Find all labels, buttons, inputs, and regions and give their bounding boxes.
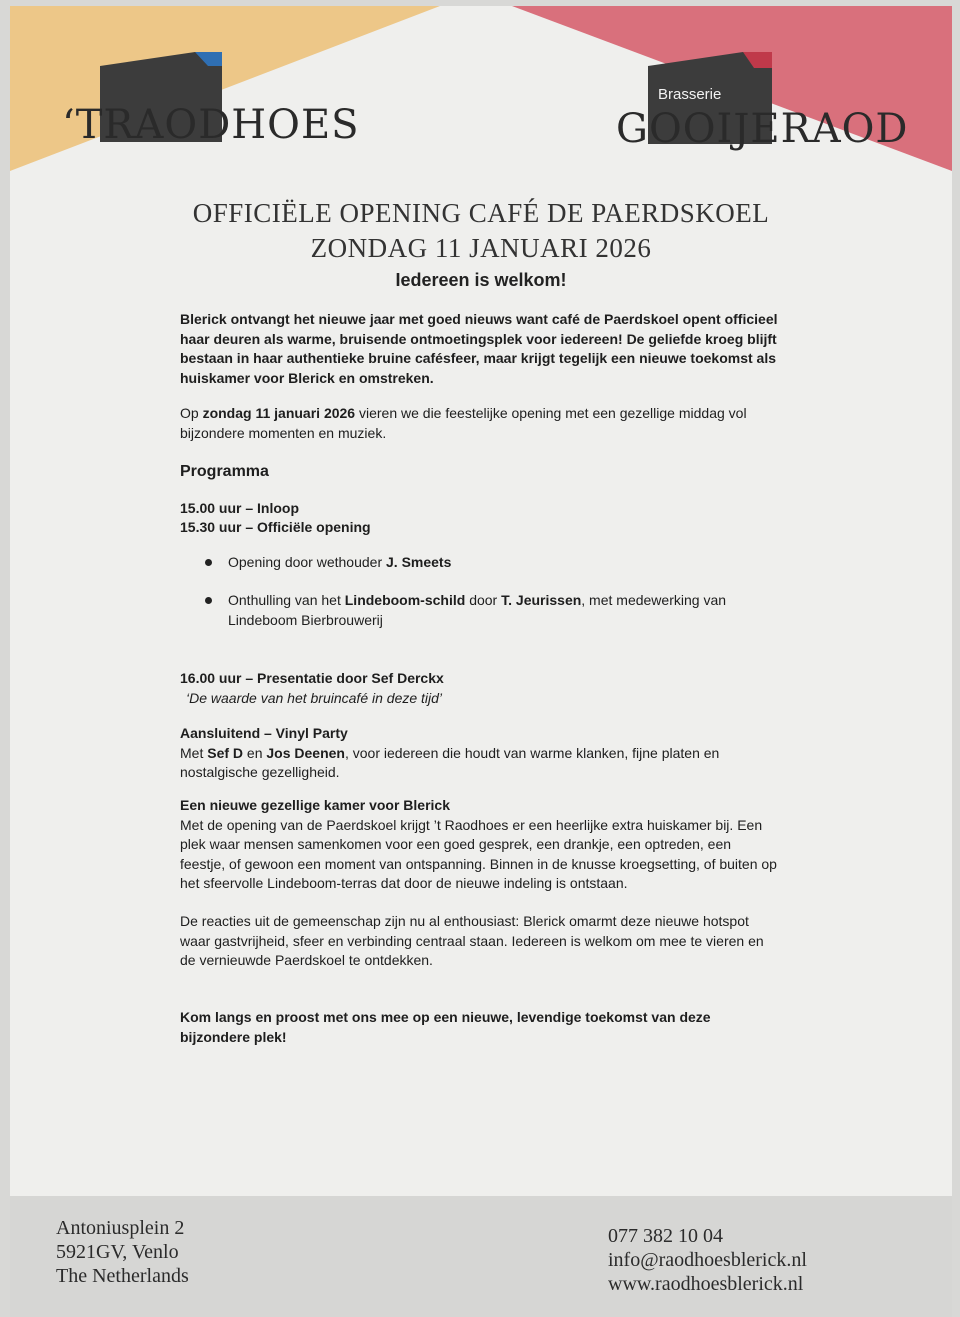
vinyl-text — [180, 744, 780, 783]
vinyl-text-after: , voor iedereen die houdt van warme klanken, fijne platen en nostalgische gezelligheid. — [180, 744, 720, 780]
date-text-after: vieren we die feestelijke opening met een gezellige middag vol bijzondere momenten en muziek. — [180, 405, 747, 441]
room-section — [180, 796, 780, 894]
contact-email: info@raodhoesblerick.nl — [608, 1249, 807, 1271]
bullet1-bold: J. Smeets — [386, 553, 452, 570]
program-item-inloop: 15.00 uur – Inloop — [180, 499, 300, 516]
program-section — [180, 462, 780, 649]
room-title: Een nieuwe gezellige kamer voor Blerick — [180, 797, 450, 813]
date-paragraph — [180, 404, 780, 443]
vinyl-bold2: Jos Deenen — [266, 744, 345, 761]
bullet2-bold2: T. Jeurissen — [501, 592, 582, 608]
traodhoes-logo-text: ‘TRAODHOES — [62, 102, 360, 148]
address-street: Antoniusplein 2 — [56, 1217, 185, 1239]
bullet2-bold1: Lindeboom-schild — [344, 592, 466, 608]
program-item-opening: 15.30 uur – Officiële opening — [180, 519, 371, 535]
bullet1-text: Opening door wethouder — [228, 553, 386, 570]
contact-phone: 077 382 10 04 — [608, 1225, 723, 1247]
reactions-text: De reacties uit de gemeenschap zijn nu al enthousiast: Blerick omarmt deze nieuwe hotspot waar gastvrijheid, sfeer en verbinding centraal staan. Iedereen is welkom om mee te vieren en de vernieuwde Paerdskoel te ontdekken. — [180, 913, 764, 968]
gooijeraod-logo-text: GOOIJERAOD — [616, 106, 909, 152]
welcome-subtitle: Iedereen is welkom! — [395, 270, 567, 290]
contact-website: www.raodhoesblerick.nl — [608, 1273, 804, 1295]
bullet-dot-icon — [205, 597, 212, 604]
vinyl-text-mid: en — [243, 744, 267, 761]
address-country: The Netherlands — [56, 1265, 189, 1287]
vinyl-text-before: Met — [180, 744, 208, 761]
date-section — [180, 404, 780, 443]
room-text: Met de opening van de Paerdskoel krijgt ’t Raodhoes er een heerlijke extra huiskamer bij. Een plek waar mensen samenkomen voor een goed gesprek, een drankje, een optreden, een feestje, of gewoon een moment van ontspanning. Binnen in de knusse kroegsetting, of buiten op het sfeervolle Lindeboom-terras dat door de nieuwe indeling is ontstaan. — [180, 816, 777, 891]
footer-address — [56, 1216, 189, 1288]
presentation-subtitle: ‘De waarde van het bruincafé in deze tijd’ — [186, 689, 443, 706]
vinyl-section — [180, 724, 780, 783]
event-date-title: ZONDAG 11 JANUARI 2026 — [310, 233, 652, 263]
bullet2-text-before: Onthulling van het — [228, 592, 345, 608]
date-text-before: Op — [180, 405, 203, 421]
footer-contact — [608, 1224, 807, 1296]
address-city: 5921GV, Venlo — [56, 1241, 179, 1263]
bullet-lindeboom — [180, 591, 780, 630]
flyer-page — [10, 6, 952, 1317]
opening-bullets — [180, 553, 780, 631]
footer — [10, 1196, 952, 1317]
closing-section — [180, 1008, 780, 1047]
intro-paragraph: Blerick ontvangt het nieuwe jaar met goed nieuws want café de Paerdskoel opent officieel haar deuren als warme, bruisende ontmoetingsplek voor iedereen! De geliefde kroeg blijft bestaan in haar authentieke bruine cafésfeer, maar krijgt tegelijk een nieuwe toekomst als huiskamer voor Blerick en omstreken. — [180, 311, 778, 386]
traodhoes-logo — [62, 52, 360, 162]
reactions-section — [180, 912, 780, 971]
bullet2-text-mid: door — [465, 592, 502, 608]
vinyl-bold1: Sef D — [207, 744, 244, 761]
closing-text: Kom langs en proost met ons mee op een nieuwe, levendige toekomst van deze bijzondere plek! — [180, 1009, 711, 1045]
vinyl-title: Aansluitend – Vinyl Party — [180, 725, 348, 741]
bullet-wethouder — [180, 553, 780, 573]
date-text-bold: zondag 11 januari 2026 — [202, 405, 356, 421]
bullet2-text-after: , met medewerking van Lindeboom Bierbrouwerij — [228, 592, 727, 628]
program-title: Programma — [180, 463, 269, 480]
brasserie-label: Brasserie — [658, 86, 722, 103]
presentation-section — [180, 669, 780, 708]
bullet-dot-icon — [205, 559, 212, 566]
main-title: OFFICIËLE OPENING CAFÉ DE PAERDSKOEL — [192, 198, 770, 228]
intro-section — [180, 310, 780, 388]
gooijeraod-logo — [614, 52, 914, 162]
program-item-presentation: 16.00 uur – Presentatie door Sef Derckx — [180, 670, 444, 686]
